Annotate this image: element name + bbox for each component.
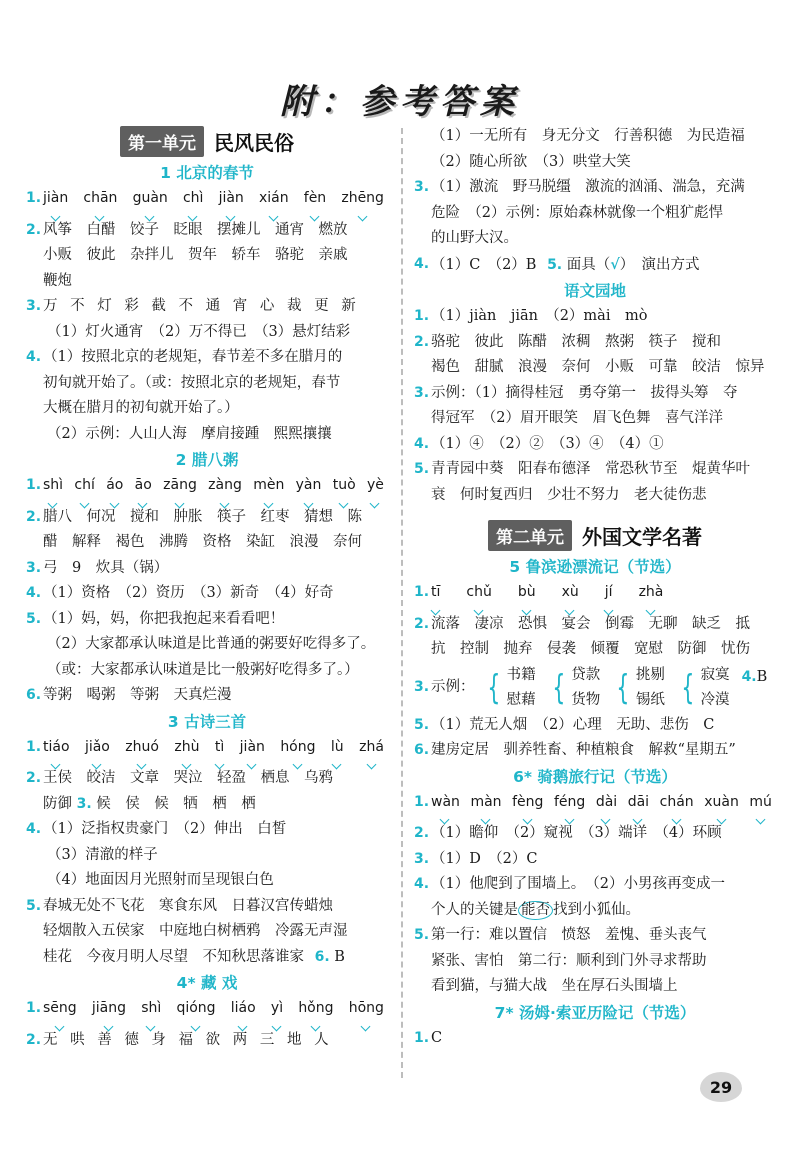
answer-item bbox=[26, 1028, 388, 1054]
pinyin: zhuó bbox=[125, 735, 159, 767]
answer-line: （或：大家都承认味道是比一般粥好吃得多了。） bbox=[47, 661, 359, 678]
page-title: 附：参考答案 bbox=[280, 82, 520, 122]
answer-item bbox=[414, 457, 776, 508]
unit-badge: 第二单元 bbox=[488, 520, 572, 551]
pinyin: zhà bbox=[639, 580, 664, 612]
pinyin: zàng bbox=[208, 473, 242, 505]
answer-text: ） 演出方式 bbox=[619, 256, 700, 273]
answer-item bbox=[414, 847, 776, 873]
answer-text: 个人的关键是 bbox=[431, 901, 518, 918]
answer-line: 骆驼 彼此 陈醋 浓稠 熬粥 筷子 搅和 bbox=[431, 333, 721, 350]
unit-2-header bbox=[414, 518, 776, 552]
circled-text: 能否 bbox=[518, 901, 553, 920]
answer-text: B bbox=[334, 948, 345, 965]
pinyin: fèn bbox=[304, 186, 326, 218]
pinyin: zhá bbox=[359, 735, 384, 767]
pinyin: liáo bbox=[231, 996, 256, 1028]
answer-line: 得冠军 （2）眉开眼笑 眉飞色舞 喜气洋洋 bbox=[431, 410, 723, 426]
pinyin: chí bbox=[74, 473, 94, 505]
answer-item bbox=[414, 821, 776, 847]
answer-number: 3. bbox=[414, 678, 430, 695]
answer-text: 桂花 今夜月明人尽望 不知秋思落谁家 bbox=[43, 948, 304, 965]
answer-line: 的山野大汉。 bbox=[431, 230, 518, 246]
answer-number: 5. bbox=[414, 716, 430, 733]
answer-line: （1）一无所有 身无分文 行善积德 为民造福 bbox=[431, 128, 745, 144]
pinyin: fèng bbox=[512, 790, 543, 822]
answer-item bbox=[26, 683, 388, 709]
pinyin: tì bbox=[215, 735, 224, 767]
lesson-title: 2 腊八粥 bbox=[175, 451, 239, 469]
pinyin: wàn bbox=[431, 790, 460, 822]
pinyin: mèn bbox=[253, 473, 284, 505]
answer-line: 示例：（1）摘得桂冠 勇夺第一 拔得头筹 夺 bbox=[431, 384, 738, 401]
answer-line bbox=[431, 252, 776, 279]
bracket-grid bbox=[431, 663, 776, 713]
pinyin: xù bbox=[562, 580, 579, 612]
pinyin-row bbox=[431, 790, 776, 822]
answer-item bbox=[26, 817, 388, 894]
answer-item bbox=[26, 294, 388, 345]
pinyin: chì bbox=[183, 186, 203, 218]
answer-item bbox=[26, 505, 388, 556]
pinyin: zhēng bbox=[341, 186, 384, 218]
answer-item bbox=[414, 713, 776, 739]
answer-item bbox=[414, 381, 776, 432]
pinyin: chǔ bbox=[466, 580, 491, 612]
curly-brace-icon: { bbox=[616, 667, 630, 708]
pinyin: xuàn bbox=[704, 790, 739, 822]
pinyin: jiàn bbox=[43, 186, 68, 218]
answer-number: 5. bbox=[26, 610, 42, 627]
check-mark-icon: √ bbox=[610, 255, 620, 273]
word: 书籍 bbox=[506, 666, 536, 683]
word: 贷款 bbox=[571, 666, 601, 683]
answer-line: （1）泛指权贵豪门 （2）伸出 白皙 bbox=[43, 821, 287, 837]
answer-line: （1）他爬到了围墙上。 （2）小男孩再变成一 bbox=[431, 876, 725, 892]
answer-line: 流落 凄凉 恐惧 宴会 倒霉 无聊 缺乏 抵 bbox=[431, 615, 750, 632]
right-column bbox=[414, 124, 776, 1051]
answer-number: 1. bbox=[26, 1000, 42, 1016]
answer-number: 2. bbox=[26, 508, 42, 525]
curly-brace-icon: { bbox=[681, 667, 695, 708]
pinyin: yàn bbox=[296, 473, 322, 505]
word-group bbox=[483, 663, 536, 713]
pinyin: hóng bbox=[280, 735, 315, 767]
word: 冷漠 bbox=[700, 691, 730, 708]
answer-line: （1）D （2）C bbox=[431, 850, 538, 867]
word: 寂寞 bbox=[700, 666, 730, 683]
answer-number: 2. bbox=[26, 1031, 42, 1048]
answer-line: （4）地面因月光照射而呈现银白色 bbox=[47, 872, 274, 888]
lesson-title: 1 北京的春节 bbox=[160, 164, 254, 182]
pinyin: shì bbox=[43, 473, 63, 505]
pinyin: shì bbox=[141, 996, 161, 1028]
pinyin: āo bbox=[135, 473, 152, 505]
answer-text: 防御 bbox=[43, 795, 72, 812]
answer-line: 无 哄 善 德 身 福 欲 两 三 地 人 bbox=[43, 1031, 333, 1048]
word-group bbox=[548, 663, 601, 713]
pinyin: yì bbox=[271, 996, 283, 1028]
unit-name: 民风民俗 bbox=[214, 130, 294, 155]
answer-text: 面具（ bbox=[566, 256, 611, 273]
answer-line: C bbox=[431, 1029, 443, 1046]
answer-number: 4. bbox=[741, 668, 757, 685]
answer-line: （1）按照北京的老规矩，春节差不多在腊月的 bbox=[43, 349, 343, 365]
answer-number: 4. bbox=[26, 349, 42, 365]
answer-item bbox=[26, 581, 388, 607]
answer-item bbox=[414, 252, 776, 279]
unit-name: 外国文学名著 bbox=[582, 524, 702, 549]
answer-line: （2）大家都承认味道是比普通的粥要好吃得多了。 bbox=[47, 636, 376, 652]
page-number: 29 bbox=[700, 1072, 742, 1102]
pinyin: sēng bbox=[43, 996, 77, 1028]
answer-item bbox=[26, 996, 388, 1028]
answer-number: 2. bbox=[26, 770, 42, 786]
answer-line: （3）清澈的样子 bbox=[47, 846, 158, 863]
answer-line: 抗 控制 抛弃 侵袭 倾覆 宽慰 防御 忧伤 bbox=[431, 641, 750, 657]
answer-number: 6. bbox=[26, 687, 42, 703]
column-divider bbox=[401, 128, 403, 1078]
answer-number: 3. bbox=[414, 850, 430, 867]
answer-text: （1）C （2）B bbox=[431, 256, 537, 273]
answer-item bbox=[414, 872, 776, 923]
pinyin: tiáo bbox=[43, 735, 70, 767]
curly-brace-icon: { bbox=[487, 667, 501, 708]
lesson-title: 3 古诗三首 bbox=[167, 712, 247, 731]
answer-line: 危险 （2）示例：原始森林就像一个粗犷彪悍 bbox=[431, 204, 723, 221]
answer-line: 大概在腊月的初旬就开始了。） bbox=[43, 400, 239, 416]
answer-line: 青青园中葵 阳春布德泽 常恐秋节至 焜黄华叶 bbox=[431, 461, 750, 477]
answer-number: 4. bbox=[26, 821, 42, 837]
answer-number: 3. bbox=[414, 179, 430, 195]
answer-line: （1）灯火通宵 （2）万不得已 （3）悬灯结彩 bbox=[47, 323, 351, 340]
answer-item bbox=[414, 580, 776, 612]
answer-number: 4. bbox=[414, 876, 430, 892]
answer-line bbox=[431, 898, 776, 924]
answer-number: 1. bbox=[414, 308, 430, 324]
lesson-title: 6* 骑鹅旅行记（节选） bbox=[513, 767, 677, 786]
answer-line bbox=[43, 945, 388, 971]
answer-item bbox=[414, 738, 776, 764]
answer-number: 1. bbox=[414, 1029, 430, 1046]
pinyin: áo bbox=[106, 473, 123, 505]
answer-number: 5. bbox=[414, 927, 430, 943]
answer-line: （1）瞻仰 （2）窥视 （3）端详 （4）环顾 bbox=[431, 825, 722, 841]
pinyin: lù bbox=[331, 735, 344, 767]
answer-line: 醋 解释 褐色 沸腾 资格 染缸 浪漫 奈何 bbox=[43, 534, 362, 550]
answer-item bbox=[414, 663, 776, 713]
answer-line: 风筝 白醋 饺子 眨眼 摆摊儿 通宵 燃放 bbox=[43, 221, 348, 238]
answer-number: 2. bbox=[414, 825, 430, 841]
pinyin: mú bbox=[749, 790, 772, 822]
pinyin-row bbox=[43, 735, 388, 767]
pinyin: jiàn bbox=[219, 186, 244, 218]
answer-text: 示例： bbox=[431, 678, 475, 695]
pinyin: chán bbox=[660, 790, 694, 822]
answer-line: （1）荒无人烟 （2）心理 无助、悲伤 C bbox=[431, 716, 715, 733]
curly-brace-icon: { bbox=[551, 667, 565, 708]
answer-line: 小贩 彼此 杂拌儿 贺年 轿车 骆驼 亲戚 bbox=[43, 247, 348, 263]
answer-item bbox=[26, 473, 388, 505]
answer-number: 5. bbox=[26, 897, 42, 914]
pinyin-row bbox=[43, 473, 388, 505]
answer-number: 6. bbox=[314, 948, 330, 965]
answer-text: 找到小狐仙。 bbox=[553, 901, 640, 918]
pinyin-row bbox=[431, 580, 776, 612]
pinyin: xián bbox=[259, 186, 289, 218]
answer-item bbox=[414, 304, 776, 330]
unit-badge: 第一单元 bbox=[120, 126, 204, 157]
answer-line: 万 不 灯 彩 截 不 通 宵 心 裁 更 新 bbox=[43, 298, 360, 314]
answer-line: 弓 9 炊具（锅） bbox=[43, 559, 169, 576]
word: 挑剔 bbox=[635, 666, 665, 683]
answer-line: （1）④ （2）② （3）④ （4）① bbox=[431, 435, 664, 452]
answer-number: 2. bbox=[26, 221, 42, 238]
pinyin-row bbox=[43, 996, 388, 1028]
answer-line: （2）示例：人山人海 摩肩接踵 熙熙攘攘 bbox=[47, 425, 332, 442]
answer-item bbox=[26, 345, 388, 447]
lesson-title: 7* 汤姆·索亚历险记（节选） bbox=[494, 1003, 696, 1022]
pinyin: guàn bbox=[133, 186, 168, 218]
pinyin-row bbox=[43, 186, 388, 218]
answer-item bbox=[26, 607, 388, 684]
answer-item bbox=[414, 923, 776, 1000]
left-column bbox=[26, 124, 388, 1053]
answer-number: 5. bbox=[414, 461, 430, 477]
answer-line: 建房定居 驯养牲畜、种植粮食 解救“星期五” bbox=[431, 742, 736, 758]
answer-item bbox=[414, 330, 776, 381]
answer-item bbox=[414, 124, 776, 175]
word: 锡纸 bbox=[635, 691, 665, 708]
word: 货物 bbox=[571, 691, 601, 708]
pinyin: zhù bbox=[174, 735, 199, 767]
pinyin: dāi bbox=[628, 790, 649, 822]
pinyin: hōng bbox=[349, 996, 384, 1028]
answer-line: 褐色 甜腻 浪漫 奈何 小贩 可靠 皎洁 惊异 bbox=[431, 359, 765, 375]
pinyin: jiǎo bbox=[85, 735, 110, 767]
answer-line: 看到猫，与猫大战 坐在厚石头围墙上 bbox=[431, 978, 678, 994]
answer-number: 6. bbox=[414, 742, 430, 758]
answer-number: 1. bbox=[414, 584, 430, 600]
answer-line: （1）妈，妈，你把我抱起来看看吧！ bbox=[43, 610, 285, 627]
lesson-title: 5 鲁滨逊漂流记（节选） bbox=[509, 558, 681, 576]
answer-text: 候 侯 候 牺 栖 栖 bbox=[96, 795, 256, 812]
answer-item bbox=[26, 735, 388, 767]
lesson-title: 4* 藏 戏 bbox=[176, 974, 238, 992]
answer-line: 紧张、害怕 第二行：顺利到门外寻求帮助 bbox=[431, 952, 707, 969]
unit-1-header bbox=[26, 124, 388, 158]
word: 慰藉 bbox=[506, 691, 536, 708]
answer-line: 等粥 喝粥 等粥 天真烂漫 bbox=[43, 687, 232, 703]
answer-item bbox=[414, 1026, 776, 1052]
answer-number: 3. bbox=[26, 559, 42, 576]
pinyin: jiāng bbox=[92, 996, 126, 1028]
pinyin: zāng bbox=[163, 473, 197, 505]
answer-number: 1. bbox=[26, 738, 42, 755]
answer-line: 腊八 何况 搅和 肿胀 筷子 红枣 猜想 陈 bbox=[43, 508, 362, 525]
answer-line: （1）jiàn jiān （2）mài mò bbox=[431, 308, 648, 324]
answer-line: 第一行：难以置信 愤怒 羞愧、垂头丧气 bbox=[431, 927, 707, 943]
answer-number: 1. bbox=[26, 190, 42, 206]
answer-item bbox=[414, 612, 776, 663]
pinyin: tuò bbox=[333, 473, 356, 505]
answer-item bbox=[26, 766, 388, 817]
pinyin: chān bbox=[83, 186, 117, 218]
answer-number: 4. bbox=[26, 585, 42, 601]
pinyin: màn bbox=[470, 790, 501, 822]
answer-item bbox=[26, 894, 388, 971]
pinyin: tī bbox=[431, 580, 440, 612]
lesson-title: 语文园地 bbox=[563, 282, 626, 300]
answer-line: （2）随心所欲 （3）哄堂大笑 bbox=[431, 153, 631, 170]
answer-number: 4. bbox=[414, 435, 430, 452]
answer-number: 3. bbox=[26, 298, 42, 314]
pinyin: dài bbox=[596, 790, 617, 822]
answer-line: 王侯 皎洁 文章 哭泣 轻盈 栖息 乌鸦 bbox=[43, 770, 333, 786]
answer-line: 衰 何时复西归 少壮不努力 老大徒伤悲 bbox=[431, 486, 707, 503]
answer-item bbox=[414, 432, 776, 458]
answer-line bbox=[43, 792, 388, 818]
pinyin: qióng bbox=[176, 996, 215, 1028]
answer-number: 3. bbox=[76, 795, 92, 812]
answer-text: B bbox=[756, 668, 768, 685]
pinyin: hǒng bbox=[298, 996, 333, 1028]
answer-line: 鞭炮 bbox=[43, 272, 72, 289]
answer-line: 轻烟散入五侯家 中庭地白树栖鸦 冷露无声湿 bbox=[43, 923, 348, 939]
answer-number: 5. bbox=[547, 256, 563, 273]
answer-item bbox=[414, 790, 776, 822]
answer-number: 1. bbox=[26, 477, 42, 493]
answer-number: 4. bbox=[414, 255, 430, 272]
answer-item bbox=[26, 186, 388, 218]
answer-item bbox=[26, 556, 388, 582]
answer-item bbox=[414, 175, 776, 252]
pinyin: féng bbox=[554, 790, 585, 822]
answer-number: 2. bbox=[414, 615, 430, 632]
word-group bbox=[612, 663, 665, 713]
answer-number: 3. bbox=[414, 384, 430, 401]
answer-line: 春城无处不飞花 寒食东风 日暮汉宫传蜡烛 bbox=[43, 897, 333, 914]
pinyin: jí bbox=[605, 580, 613, 612]
answer-item bbox=[26, 218, 388, 295]
answer-number: 2. bbox=[414, 333, 430, 350]
answer-number: 1. bbox=[414, 793, 430, 810]
answer-line: （1）资格 （2）资历 （3）新奇 （4）好奇 bbox=[43, 585, 334, 601]
pinyin: bù bbox=[518, 580, 536, 612]
answer-line: 初旬就开始了。（或：按照北京的老规矩，春节 bbox=[43, 374, 341, 391]
pinyin: yè bbox=[367, 473, 384, 505]
answer-line: （1）激流 野马脱缰 激流的汹涌、湍急，充满 bbox=[431, 179, 745, 195]
word-group bbox=[677, 663, 730, 713]
pinyin: jiàn bbox=[240, 735, 265, 767]
